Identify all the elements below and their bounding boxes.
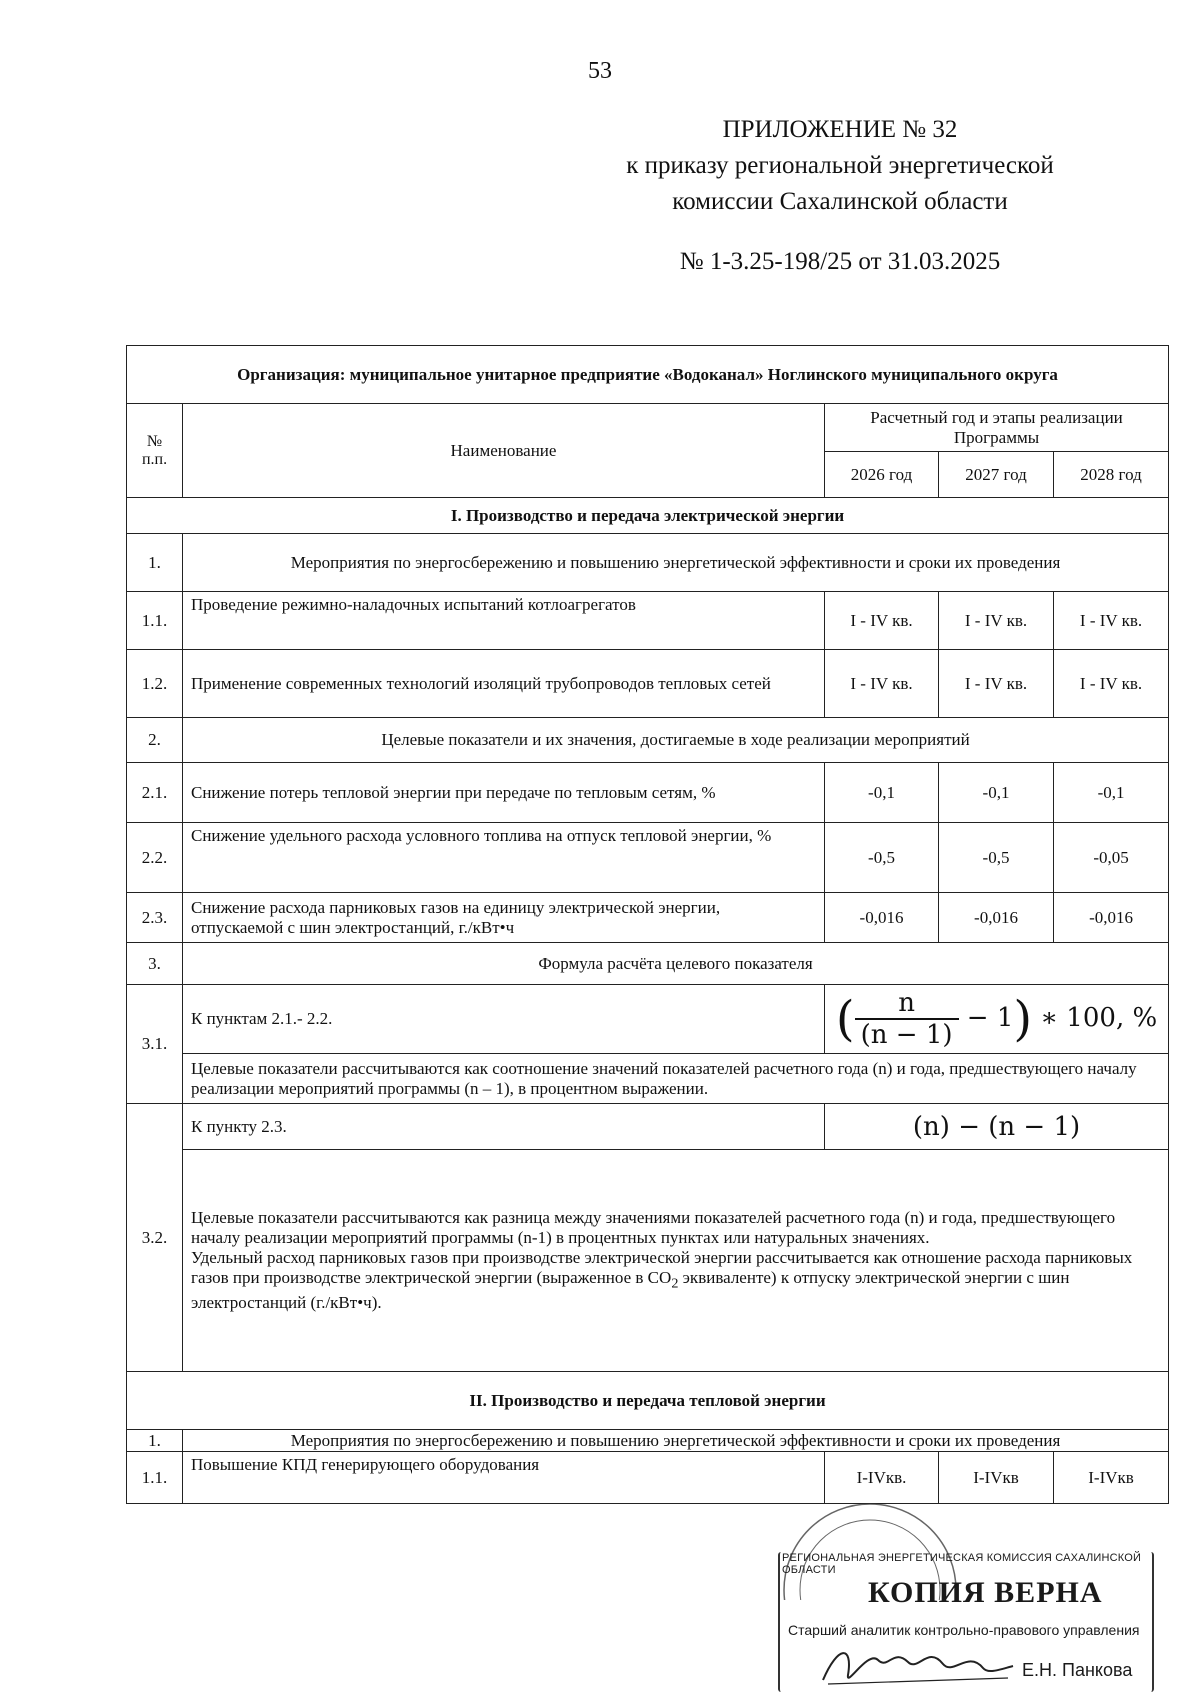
note-2-after: эквиваленте) к отпуску электрической энергии с шин электростанций (г./кВт•ч). — [191, 1268, 1070, 1312]
section-title: II. Производство и передача тепловой энергии — [127, 1372, 1169, 1430]
table-row — [127, 1054, 1169, 1104]
value-2026: I - IV кв. — [825, 592, 939, 650]
organization-name: Организация: муниципальное унитарное предприятие «Водоканал» Ноглинского муниципального округа — [127, 346, 1169, 404]
certification-stamp — [778, 1552, 1150, 1702]
table-row — [127, 650, 1169, 718]
table-header-row — [127, 404, 1169, 452]
row-number: 1.2. — [127, 650, 183, 718]
value-2026: -0,016 — [825, 893, 939, 943]
note-2-before: Удельный расход парниковых газов при производстве электрической энергии рассчитывается как отношение расхода парниковых газов при производстве электрической энергии (выраженное в CO — [191, 1248, 1133, 1288]
year-2026: 2026 год — [825, 452, 939, 498]
signature-icon — [818, 1640, 1018, 1690]
stamp-organization: РЕГИОНАЛЬНАЯ ЭНЕРГЕТИЧЕСКАЯ КОМИССИЯ САХАЛИНСКОЙ ОБЛАСТИ — [782, 1552, 1142, 1576]
formula-denominator: (n − 1) — [860, 1020, 953, 1050]
appendix-title: ПРИЛОЖЕНИЕ № 32 — [722, 116, 958, 143]
table-row — [127, 943, 1169, 985]
row-text: Снижение расхода парниковых газов на единицу электрической энергии, отпускаемой с шин электростанций, г./кВт•ч — [183, 893, 825, 943]
value-2027: -0,016 — [939, 893, 1054, 943]
table-row — [127, 718, 1169, 763]
row-text: К пункту 2.3. — [183, 1104, 825, 1150]
formula-row — [127, 1104, 1169, 1150]
col-header-number: № п.п. — [127, 404, 183, 498]
col-header-period: Расчетный год и этапы реализации Программы — [825, 404, 1169, 452]
row-number: 3. — [127, 943, 183, 985]
value-2026: I - IV кв. — [825, 650, 939, 718]
table-row — [127, 534, 1169, 592]
appendix-subtitle-2: комиссии Сахалинской области — [672, 188, 1008, 215]
year-2027: 2027 год — [939, 452, 1054, 498]
formula-row — [127, 985, 1169, 1054]
table-row — [127, 592, 1169, 650]
value-2028: -0,1 — [1054, 763, 1169, 823]
row-text: Проведение режимно-наладочных испытаний котлоагрегатов — [183, 592, 825, 650]
value-2027: -0,5 — [939, 823, 1054, 893]
formula-paren-open: ( — [835, 991, 855, 1047]
row-title: Целевые показатели и их значения, достигаемые в ходе реализации мероприятий — [183, 718, 1169, 763]
row-text: Применение современных технологий изоляций трубопроводов тепловых сетей — [183, 650, 825, 718]
row-number: 2.2. — [127, 823, 183, 893]
table-row — [127, 1150, 1169, 1372]
formula-paren-close: ) — [1013, 991, 1033, 1047]
section-row — [127, 1372, 1169, 1430]
value-2027: I - IV кв. — [939, 650, 1054, 718]
organization-row — [127, 346, 1169, 404]
formula-difference: (n) − (n − 1) — [825, 1104, 1169, 1150]
stamp-signatory: Е.Н. Панкова — [1022, 1660, 1133, 1680]
value-2027: I - IV кв. — [939, 592, 1054, 650]
row-number: 3.2. — [127, 1104, 183, 1372]
row-title: Мероприятия по энергосбережению и повышению энергетической эффективности и сроки их проведения — [183, 1430, 1169, 1452]
appendix-subtitle-1: к приказу региональной энергетической — [626, 152, 1054, 179]
formula-note-1: Целевые показатели рассчитываются как разница между значениями показателей расчетного года (n) и года, предшествующего началу реализации мероприятий программы (n-1) в процентных пунктах или натуральных значениях. — [191, 1208, 1116, 1248]
col-header-name: Наименование — [183, 404, 825, 498]
section-title: I. Производство и передача электрической энергии — [127, 498, 1169, 534]
stamp-copy-verified: КОПИЯ ВЕРНА — [868, 1576, 1103, 1609]
row-text: Снижение потерь тепловой энергии при передаче по тепловым сетям, % — [183, 763, 825, 823]
value-2028: I - IV кв. — [1054, 592, 1169, 650]
value-2028: -0,05 — [1054, 823, 1169, 893]
value-2028: I-IVкв — [1054, 1452, 1169, 1504]
note-2-sub: 2 — [671, 1275, 679, 1292]
row-title: Мероприятия по энергосбережению и повышению энергетической эффективности и сроки их проведения — [183, 534, 1169, 592]
row-number: 2.3. — [127, 893, 183, 943]
row-number: 2. — [127, 718, 183, 763]
formula-note: Целевые показатели рассчитываются как соотношение значений показателей расчетного года (n) и года, предшествующего началу реализации мероприятий программы (n – 1), в процентном выражении. — [183, 1054, 1169, 1104]
row-number: 2.1. — [127, 763, 183, 823]
row-number: 3.1. — [127, 985, 183, 1104]
value-2028: I - IV кв. — [1054, 650, 1169, 718]
formula-percent — [825, 985, 1169, 1054]
table-row — [127, 893, 1169, 943]
value-2026: -0,5 — [825, 823, 939, 893]
row-number: 1. — [127, 534, 183, 592]
row-number: 1.1. — [127, 592, 183, 650]
row-text: Снижение удельного расхода условного топлива на отпуск тепловой энергии, % — [183, 823, 825, 893]
value-2028: -0,016 — [1054, 893, 1169, 943]
row-title: Формула расчёта целевого показателя — [183, 943, 1169, 985]
stamp-position: Старший аналитик контрольно-правового управления — [788, 1622, 1140, 1638]
year-2028: 2028 год — [1054, 452, 1169, 498]
value-2026: I-IVкв. — [825, 1452, 939, 1504]
row-text: Повышение КПД генерирующего оборудования — [183, 1452, 825, 1504]
section-row — [127, 498, 1169, 534]
row-number: 1. — [127, 1430, 183, 1452]
table-row — [127, 763, 1169, 823]
formula-numerator: n — [855, 988, 959, 1020]
order-number: № 1-3.25-198/25 от 31.03.2025 — [679, 248, 1001, 275]
formula-fraction — [855, 988, 959, 1050]
formula-tail: − 1 — [966, 1003, 1014, 1033]
table-row — [127, 823, 1169, 893]
value-2027: I-IVкв — [939, 1452, 1054, 1504]
table-row — [127, 1452, 1169, 1504]
formula-suffix: ∗ 100, % — [1040, 1003, 1158, 1033]
row-number: 1.1. — [127, 1452, 183, 1504]
value-2026: -0,1 — [825, 763, 939, 823]
formula-explanation — [183, 1150, 1169, 1372]
formula-note-2 — [191, 1248, 1160, 1312]
value-2027: -0,1 — [939, 763, 1054, 823]
page-number: 53 — [588, 58, 612, 84]
table-row — [127, 1430, 1169, 1452]
program-table — [126, 345, 1169, 1504]
row-text: К пунктам 2.1.- 2.2. — [183, 985, 825, 1054]
